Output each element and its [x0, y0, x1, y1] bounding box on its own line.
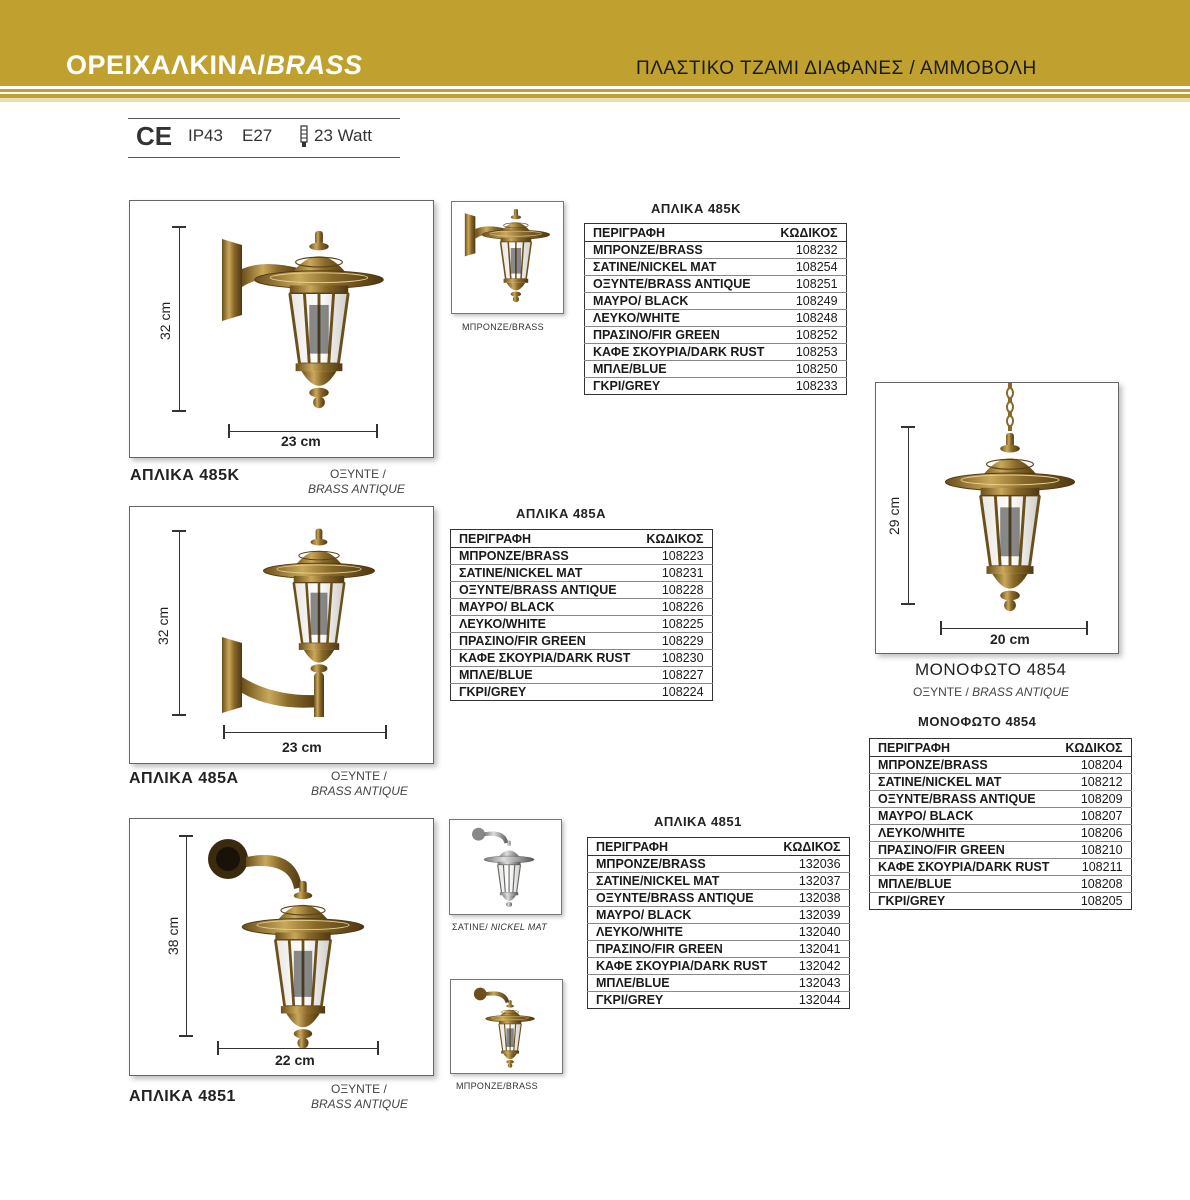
row-description: ΜΠΛΕ/BLUE: [870, 876, 1058, 893]
header-code: ΚΩΔΙΚΟΣ: [1057, 739, 1131, 757]
width-label: 23 cm: [282, 739, 322, 755]
product-photo-4854: [875, 382, 1119, 654]
code-table-485k: [584, 223, 847, 395]
page-title: [66, 50, 363, 81]
table-header-row: [451, 530, 713, 548]
width-dimension-line: [941, 628, 1087, 629]
dimension-tick: [172, 226, 186, 228]
row-description: ΛΕΥΚΟ/WHITE: [588, 924, 776, 941]
bulb-icon: [298, 125, 310, 149]
row-code: 108250: [772, 361, 846, 378]
product-finish: [913, 685, 1069, 700]
product-finish-en: [308, 482, 405, 497]
row-description: ΟΞΥΝΤΕ/BRASS ANTIQUE: [870, 791, 1058, 808]
row-description: ΣΑΤΙΝΕ/NICKEL MAT: [451, 565, 639, 582]
finish-greek: ΟΞΥΝΤΕ /: [331, 1082, 387, 1096]
row-description: ΛΕΥΚΟ/WHITE: [451, 616, 639, 633]
variant-caption: ΜΠΡΟΝΖΕ/BRASS: [456, 1081, 538, 1091]
row-description: ΛΕΥΚΟ/WHITE: [585, 310, 773, 327]
product-title: ΜΟΝΟΦΩΤΟ 4854: [915, 660, 1067, 679]
row-code: 108226: [638, 599, 712, 616]
row-description: ΚΑΦΕ ΣΚΟΥΡΙΑ/DARK RUST: [585, 344, 773, 361]
table-row: [451, 565, 713, 582]
row-description: ΜΑΥΡΟ/ BLACK: [451, 599, 639, 616]
row-code: 108208: [1057, 876, 1131, 893]
row-description: ΚΑΦΕ ΣΚΟΥΡΙΑ/DARK RUST: [451, 650, 639, 667]
lantern-image: [214, 527, 394, 727]
row-code: 108204: [1057, 757, 1131, 774]
table-row: [588, 890, 850, 907]
dimension-tick: [376, 424, 378, 438]
table-row: [451, 599, 713, 616]
width-label: 22 cm: [275, 1052, 315, 1068]
height-dimension-line: [908, 427, 909, 603]
header-code: ΚΩΔΙΚΟΣ: [772, 224, 846, 242]
table-row: [588, 975, 850, 992]
row-code: 108207: [1057, 808, 1131, 825]
row-description: ΓΚΡΙ/GREY: [459, 685, 527, 699]
table-row: [588, 958, 850, 975]
dimension-tick: [172, 410, 186, 412]
finish-greek: ΟΞΥΝΤΕ /: [331, 769, 387, 783]
row-description: ΣΑΤΙΝΕ/NICKEL MAT: [870, 774, 1058, 791]
width-dimension-line: [224, 732, 386, 733]
product-finish-en: [311, 1097, 408, 1112]
row-description: ΜΠΡΟΝΖΕ/BRASS: [451, 548, 639, 565]
dimension-tick: [179, 835, 193, 837]
dimension-tick: [217, 1041, 219, 1055]
table-row: [585, 259, 847, 276]
row-description: ΠΡΑΣΙΝΟ/FIR GREEN: [585, 327, 773, 344]
table-row: [451, 667, 713, 684]
lantern-image: [214, 229, 394, 419]
row-description: ΜΠΛΕ/BLUE: [451, 667, 639, 684]
header-description: ΠΕΡΙΓΡΑΦΗ: [588, 838, 776, 856]
height-label: 29 cm: [886, 496, 902, 535]
width-dimension-line: [218, 1048, 378, 1049]
row-description: ΣΑΤΙΝΕ/NICKEL MAT: [588, 873, 776, 890]
table-row: [451, 616, 713, 633]
dimension-tick: [377, 1041, 379, 1055]
table-row: [870, 825, 1132, 842]
table-row: [870, 757, 1132, 774]
row-description: ΜΑΥΡΟ/ BLACK: [585, 293, 773, 310]
width-dimension-line: [229, 431, 376, 432]
table-title: ΑΠΛΙΚΑ 4851: [654, 814, 742, 829]
finish-greek: ΟΞΥΝΤΕ /: [913, 685, 969, 699]
row-code: 132037: [775, 873, 849, 890]
code-table-485a: [450, 529, 713, 701]
row-description: ΓΚΡΙ/GREY: [596, 993, 664, 1007]
header-stripe: [0, 98, 1190, 102]
variant-caption-english: NICKEL MAT: [490, 922, 547, 932]
table-row: [588, 907, 850, 924]
table-row: [451, 650, 713, 667]
header-code: ΚΩΔΙΚΟΣ: [775, 838, 849, 856]
row-code: 108229: [638, 633, 712, 650]
table-row: [870, 859, 1132, 876]
table-row: [585, 310, 847, 327]
lantern-image: [206, 831, 396, 1056]
row-description: ΜΠΡΟΝΖΕ/BRASS: [585, 242, 773, 259]
row-code: 108227: [638, 667, 712, 684]
header-stripe: [0, 92, 1190, 94]
row-description: ΟΞΥΝΤΕ/BRASS ANTIQUE: [588, 890, 776, 907]
row-description: ΟΞΥΝΤΕ/BRASS ANTIQUE: [451, 582, 639, 599]
product-photo-485a: [129, 506, 434, 764]
row-description: ΜΠΛΕ/BLUE: [588, 975, 776, 992]
table-header-row: [585, 224, 847, 242]
table-row: [588, 992, 850, 1009]
height-dimension-line: [179, 227, 180, 411]
row-description: ΜΠΛΕ/BLUE: [585, 361, 773, 378]
finish-greek: ΟΞΥΝΤΕ /: [330, 467, 386, 481]
row-code: 108232: [772, 242, 846, 259]
dimension-tick: [901, 426, 915, 428]
width-label: 23 cm: [281, 433, 321, 449]
row-code: 132043: [775, 975, 849, 992]
row-description: ΜΑΥΡΟ/ BLACK: [870, 808, 1058, 825]
table-row: [588, 924, 850, 941]
row-description: ΠΡΑΣΙΝΟ/FIR GREEN: [451, 633, 639, 650]
spec-line: [128, 118, 400, 158]
row-description: ΛΕΥΚΟ/WHITE: [870, 825, 1058, 842]
row-code: 108228: [638, 582, 712, 599]
finish-english: BRASS ANTIQUE: [311, 1097, 408, 1111]
height-dimension-line: [186, 836, 187, 1036]
row-description: ΣΑΤΙΝΕ/NICKEL MAT: [585, 259, 773, 276]
row-code: 132039: [775, 907, 849, 924]
socket-type: E27: [242, 126, 273, 145]
table-row: [451, 684, 713, 701]
dimension-tick: [901, 603, 915, 605]
finish-english: BRASS ANTIQUE: [311, 784, 408, 798]
row-description: ΚΑΦΕ ΣΚΟΥΡΙΑ/DARK RUST: [870, 859, 1058, 876]
row-code: 108249: [772, 293, 846, 310]
header-description: ΠΕΡΙΓΡΑΦΗ: [451, 530, 639, 548]
table-row: [585, 344, 847, 361]
dimension-tick: [223, 725, 225, 739]
table-row: [588, 873, 850, 890]
row-code: 108224: [661, 685, 704, 699]
row-description: ΜΠΡΟΝΖΕ/BRASS: [588, 856, 776, 873]
row-code: 132041: [775, 941, 849, 958]
dimension-tick: [228, 424, 230, 438]
row-code: 132042: [775, 958, 849, 975]
row-code: 108252: [772, 327, 846, 344]
row-code: 108251: [772, 276, 846, 293]
row-code: 108206: [1057, 825, 1131, 842]
product-title: ΑΠΛΙΚΑ 4851: [129, 1088, 236, 1105]
product-finish: [331, 769, 387, 784]
variant-photo: [449, 819, 562, 915]
ce-mark-icon: CE: [136, 121, 173, 151]
row-code: 108233: [795, 379, 838, 393]
lantern-image: [469, 984, 553, 1070]
dimension-tick: [940, 621, 942, 635]
row-code: 108225: [638, 616, 712, 633]
table-row: [451, 582, 713, 599]
table-row: [588, 941, 850, 958]
header-description: ΠΕΡΙΓΡΑΦΗ: [870, 739, 1058, 757]
table-row: [870, 808, 1132, 825]
variant-caption-greek: ΣΑΤΙΝΕ/: [452, 922, 488, 932]
row-code: 108205: [1080, 894, 1123, 908]
header-description: ΠΕΡΙΓΡΑΦΗ: [585, 224, 773, 242]
row-description: ΚΑΦΕ ΣΚΟΥΡΙΑ/DARK RUST: [588, 958, 776, 975]
row-code: 108210: [1057, 842, 1131, 859]
dimension-tick: [179, 1035, 193, 1037]
row-code: 132036: [775, 856, 849, 873]
dimension-tick: [385, 725, 387, 739]
row-code: 108223: [638, 548, 712, 565]
table-row: [585, 242, 847, 259]
variant-caption: [452, 922, 547, 932]
page-subtitle: ΠΛΑΣΤΙΚΟ ΤΖΑΜΙ ΔΙΑΦΑΝΕΣ / ΑΜΜΟΒΟΛΗ: [636, 58, 1037, 79]
table-row: [585, 293, 847, 310]
variant-photo: [451, 201, 564, 314]
table-row: [585, 378, 847, 395]
row-description: ΜΑΥΡΟ/ BLACK: [588, 907, 776, 924]
row-description: ΟΞΥΝΤΕ/BRASS ANTIQUE: [585, 276, 773, 293]
height-dimension-line: [179, 531, 180, 714]
table-row: [585, 327, 847, 344]
row-code: 132040: [775, 924, 849, 941]
dimension-tick: [172, 530, 186, 532]
product-photo-485k: [129, 200, 434, 458]
table-header-row: [870, 739, 1132, 757]
table-row: [451, 548, 713, 565]
table-row: [588, 856, 850, 873]
width-label: 20 cm: [990, 631, 1030, 647]
product-finish-en: [311, 784, 408, 799]
finish-english: BRASS ANTIQUE: [308, 482, 405, 496]
height-label: 38 cm: [165, 916, 181, 955]
page-title-main: ΟΡΕΙΧΑΛΚΙΝΑ/: [66, 50, 266, 80]
row-code: 108212: [1057, 774, 1131, 791]
table-row: [451, 633, 713, 650]
variant-caption: ΜΠΡΟΝΖΕ/BRASS: [462, 322, 544, 332]
row-code: 108253: [772, 344, 846, 361]
finish-english: BRASS ANTIQUE: [972, 685, 1070, 699]
dimension-tick: [1086, 621, 1088, 635]
row-code: 108211: [1057, 859, 1131, 876]
row-code: 108209: [1057, 791, 1131, 808]
table-row: [870, 876, 1132, 893]
height-label: 32 cm: [155, 606, 171, 645]
variant-photo: [450, 979, 563, 1074]
table-header-row: [588, 838, 850, 856]
row-code: 108254: [772, 259, 846, 276]
row-code: 108248: [772, 310, 846, 327]
product-title: ΑΠΛΙΚΑ 485Α: [129, 770, 239, 787]
table-title: ΑΠΛΙΚΑ 485Α: [516, 506, 607, 521]
header-stripe: [0, 86, 1190, 89]
row-description: ΠΡΑΣΙΝΟ/FIR GREEN: [870, 842, 1058, 859]
table-title: ΜΟΝΟΦΩΤΟ 4854: [918, 714, 1037, 729]
row-code: 132044: [798, 993, 841, 1007]
ip-rating: IP43: [188, 126, 223, 145]
wattage: 23 Watt: [314, 126, 372, 145]
row-code: 108231: [638, 565, 712, 582]
table-row: [870, 842, 1132, 859]
product-finish: [330, 467, 386, 482]
row-description: ΓΚΡΙ/GREY: [878, 894, 946, 908]
table-row: [870, 791, 1132, 808]
product-title: ΑΠΛΙΚΑ 485Κ: [130, 467, 240, 484]
header-code: ΚΩΔΙΚΟΣ: [638, 530, 712, 548]
table-title: ΑΠΛΙΚΑ 485Κ: [651, 201, 742, 216]
table-row: [585, 361, 847, 378]
row-description: ΜΠΡΟΝΖΕ/BRASS: [870, 757, 1058, 774]
product-finish: [331, 1082, 387, 1097]
dimension-tick: [172, 714, 186, 716]
lantern-image: [928, 383, 1098, 619]
table-row: [870, 774, 1132, 791]
row-code: 108230: [638, 650, 712, 667]
lantern-image: [468, 824, 552, 912]
row-description: ΠΡΑΣΙΝΟ/FIR GREEN: [588, 941, 776, 958]
row-code: 132038: [775, 890, 849, 907]
lantern-image: [460, 208, 556, 308]
page-title-italic: BRASS: [265, 50, 363, 80]
code-table-4854: [869, 738, 1132, 910]
table-row: [870, 893, 1132, 910]
row-description: ΓΚΡΙ/GREY: [593, 379, 661, 393]
code-table-4851: [587, 837, 850, 1009]
header-band: [0, 0, 1190, 98]
table-row: [585, 276, 847, 293]
height-label: 32 cm: [157, 301, 173, 340]
